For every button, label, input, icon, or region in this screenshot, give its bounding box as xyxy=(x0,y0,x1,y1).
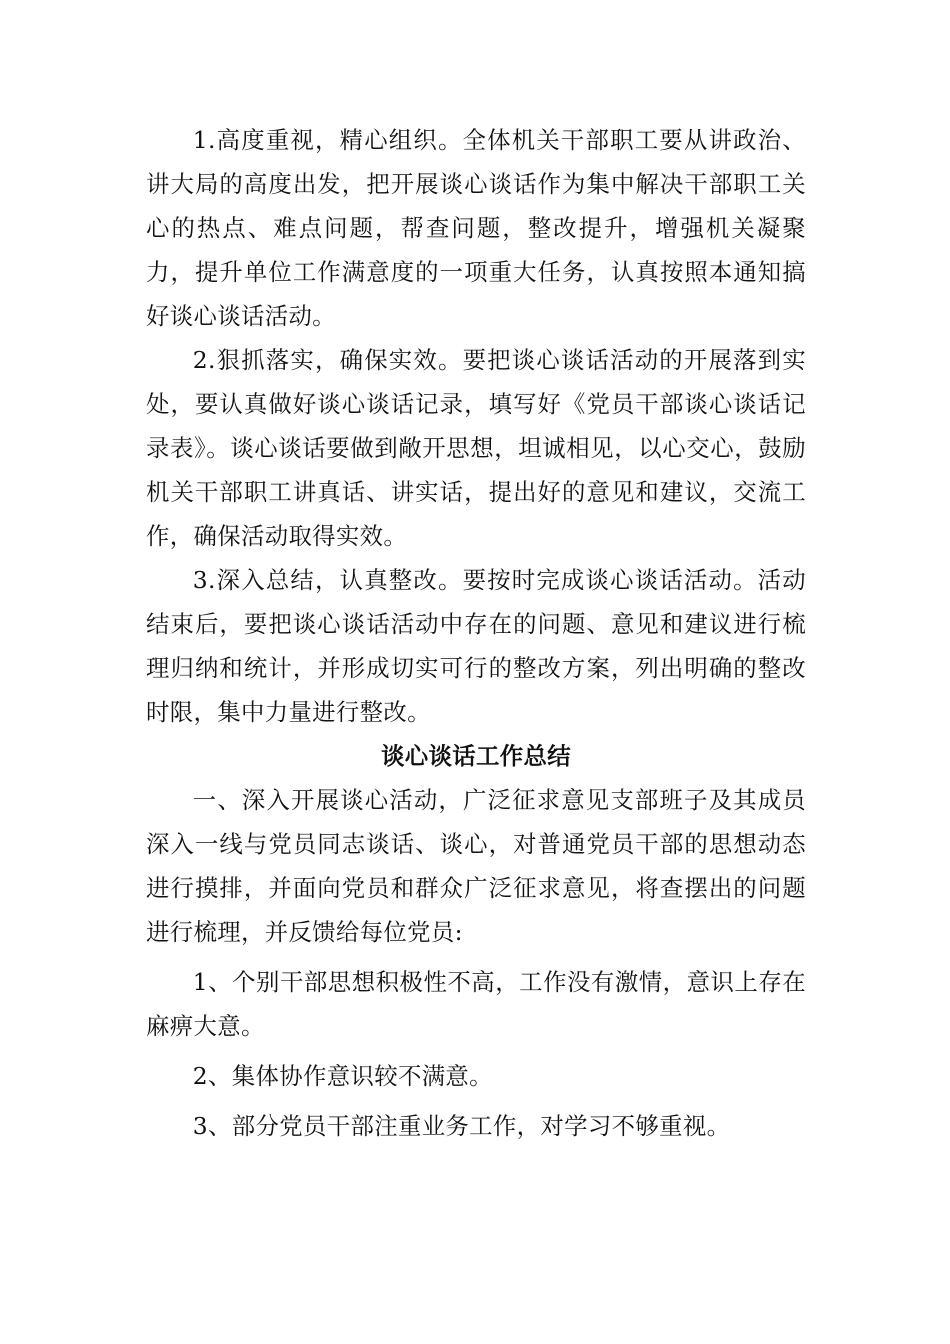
notice-item-2: 2.狠抓落实，确保实效。要把谈心谈话活动的开展落到实处，要认真做好谈心谈话记录，填写好《党员干部谈心谈话记录表》。谈心谈话要做到敞开思想，坦诚相见，以心交心，鼓励机关干部职工讲真话、讲实话，提出好的意见和建议，交流工作，确保活动取得实效。 xyxy=(146,346,806,550)
summary-intro: 一、深入开展谈心活动，广泛征求意见支部班子及其成员深入一线与党员同志谈话、谈心，对普通党员干部的思想动态进行摸排，并面向党员和群众广泛征求意见，将查摆出的问题进行梳理，并反馈给每位党员: xyxy=(146,786,806,946)
notice-item-3: 3.深入总结，认真整改。要按时完成谈心谈话活动。活动结束后，要把谈心谈话活动中存在的问题、意见和建议进行梳理归纳和统计，并形成切实可行的整改方案，列出明确的整改时限，集中力量进行整改。 xyxy=(146,566,806,726)
summary-issue-1: 1、个别干部思想积极性不高，工作没有激情，意识上存在麻痹大意。 xyxy=(146,968,806,1040)
summary-title: 谈心谈话工作总结 xyxy=(381,742,571,770)
document-page xyxy=(146,118,806,1148)
notice-item-1: 1.高度重视，精心组织。全体机关干部职工要从讲政治、讲大局的高度出发，把开展谈心谈话作为集中解决干部职工关心的热点、难点问题，帮查问题，整改提升，增强机关凝聚力，提升单位工作满意度的一项重大任务，认真按照本通知搞好谈心谈话活动。 xyxy=(146,126,806,330)
summary-issue-2: 2、集体协作意识较不满意。 xyxy=(192,1062,493,1090)
summary-issue-3: 3、部分党员干部注重业务工作，对学习不够重视。 xyxy=(192,1112,731,1140)
